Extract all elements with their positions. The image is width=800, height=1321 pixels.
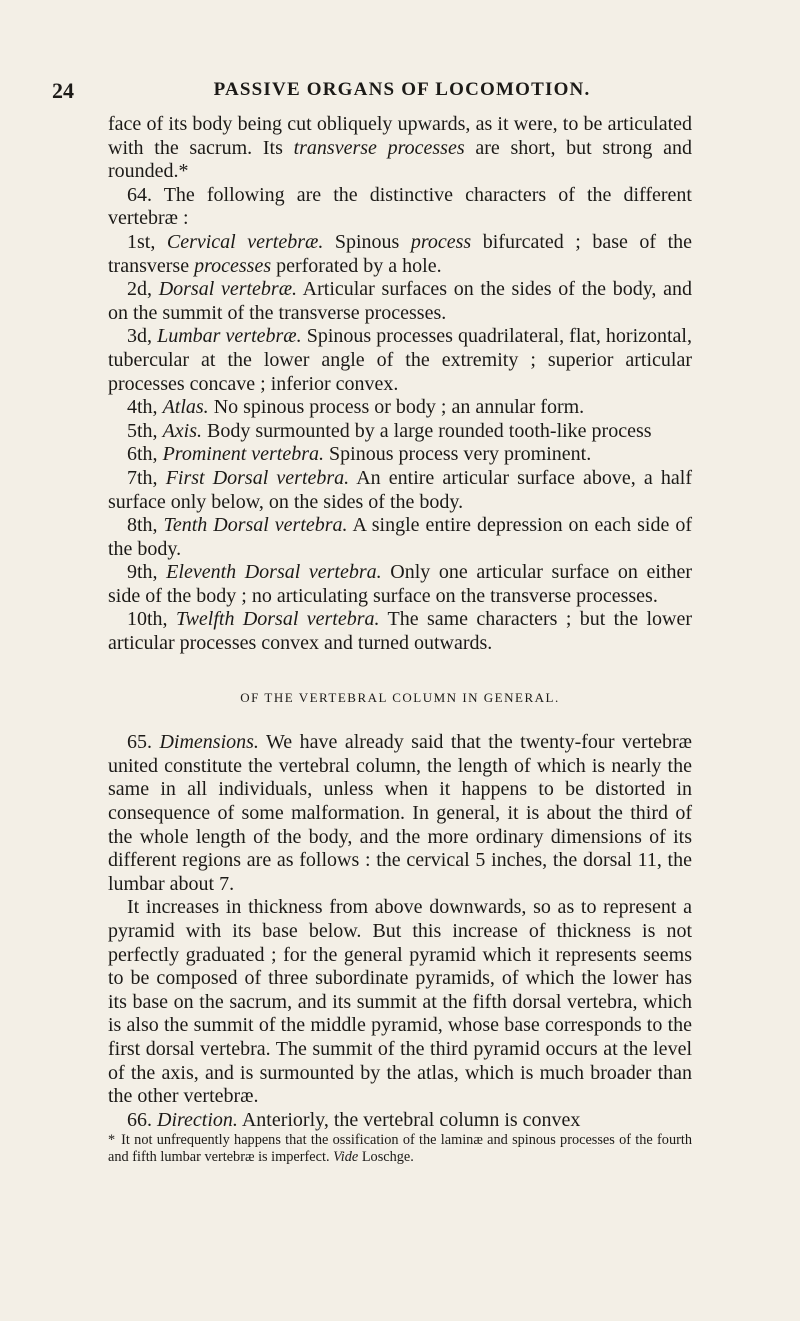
- footnote-source: Loschge.: [361, 1149, 414, 1166]
- paragraph-66: 66. Direction. Anteriorly, the vertebral column is convex: [127, 1108, 581, 1131]
- paragraph-65: 65. Dimensions. We have already said that the twenty-four vertebræ united constitute the vertebral column, the length of which is nearly the same in all individuals, unless when it happens to be distorted in consequence of some malformation. In general, it is about the third of the whole length of the body, and the more ordinary dimensions of its different regions are as follows : the cervical 5 inches, the dorsal 11, the lumbar about 7.: [108, 731, 693, 895]
- page-body: [108, 113, 692, 1166]
- footnote-text: It not unfrequently happens that the ossification of the laminæ and spinous processes of the fourth and fifth lumbar vertebræ is imperfect.: [108, 1132, 692, 1166]
- entry-cervical: 1st, Cervical vertebræ. Spinous process bifurcated ; base of the transverse processes perforated by a hole.: [108, 230, 693, 277]
- footnote: [108, 1132, 692, 1166]
- section-heading: OF THE VERTEBRAL COLUMN IN GENERAL.: [240, 689, 560, 705]
- paragraph-64: 64. The following are the distinctive characters of the different vertebræ :: [108, 183, 692, 230]
- entry-axis: 5th, Axis. Body surmounted by a large rounded tooth-like process: [127, 419, 652, 442]
- entry-tenth-dorsal: 8th, Tenth Dorsal vertebra. A single entire depression on each side of the body.: [108, 514, 693, 560]
- entry-eleventh-dorsal: 9th, Eleventh Dorsal vertebra. Only one articular surface on either side of the body ; no articulating surface on the transverse processes.: [108, 561, 693, 607]
- paragraph-65-continued: It increases in thickness from above downwards, so as to represent a pyramid with its base below. But this increase of thickness is not perfectly graduated ; for the general pyramid which it represents seems to be composed of three subordinate pyramids, of which the lower has its base on the sacrum, and its summit at the fifth dorsal vertebra, which is also the summit of the middle pyramid, whose base corresponds to the first dorsal vertebra. The summit of the third pyramid occurs at the level of the axis, and is surmounted by the atlas, which is much broader than the other vertebræ.: [108, 896, 692, 1108]
- footnote-vide: Vide: [333, 1149, 359, 1166]
- page-number: 24: [52, 78, 74, 103]
- running-title: PASSIVE ORGANS OF LOCOMOTION.: [213, 79, 591, 100]
- page-header: [52, 78, 752, 108]
- entry-first-dorsal: 7th, First Dorsal vertebra. An entire articular surface above, a half surface only below, on the sides of the body.: [108, 466, 692, 513]
- entry-twelfth-dorsal: 10th, Twelfth Dorsal vertebra. The same characters ; but the lower articular processes convex and turned outwards.: [108, 608, 692, 655]
- entry-lumbar: 3d, Lumbar vertebræ. Spinous processes quadrilateral, flat, horizontal, tubercular at the lower angle of the extremity ; superior articular processes concave ; inferior convex.: [108, 325, 692, 395]
- entry-atlas: 4th, Atlas. No spinous process or body ; an annular form.: [127, 396, 585, 419]
- footnote-marker: *: [108, 1132, 116, 1149]
- entry-prominent: 6th, Prominent vertebra. Spinous process very prominent.: [127, 443, 592, 466]
- entry-dorsal: 2d, Dorsal vertebræ. Articular surfaces on the sides of the body, and on the summit of the transverse processes.: [108, 278, 693, 324]
- paragraph-continuation: face of its body being cut obliquely upwards, as it were, to be articulated with the sacrum. Its transverse processes are short, but strong and rounded.*: [108, 113, 693, 183]
